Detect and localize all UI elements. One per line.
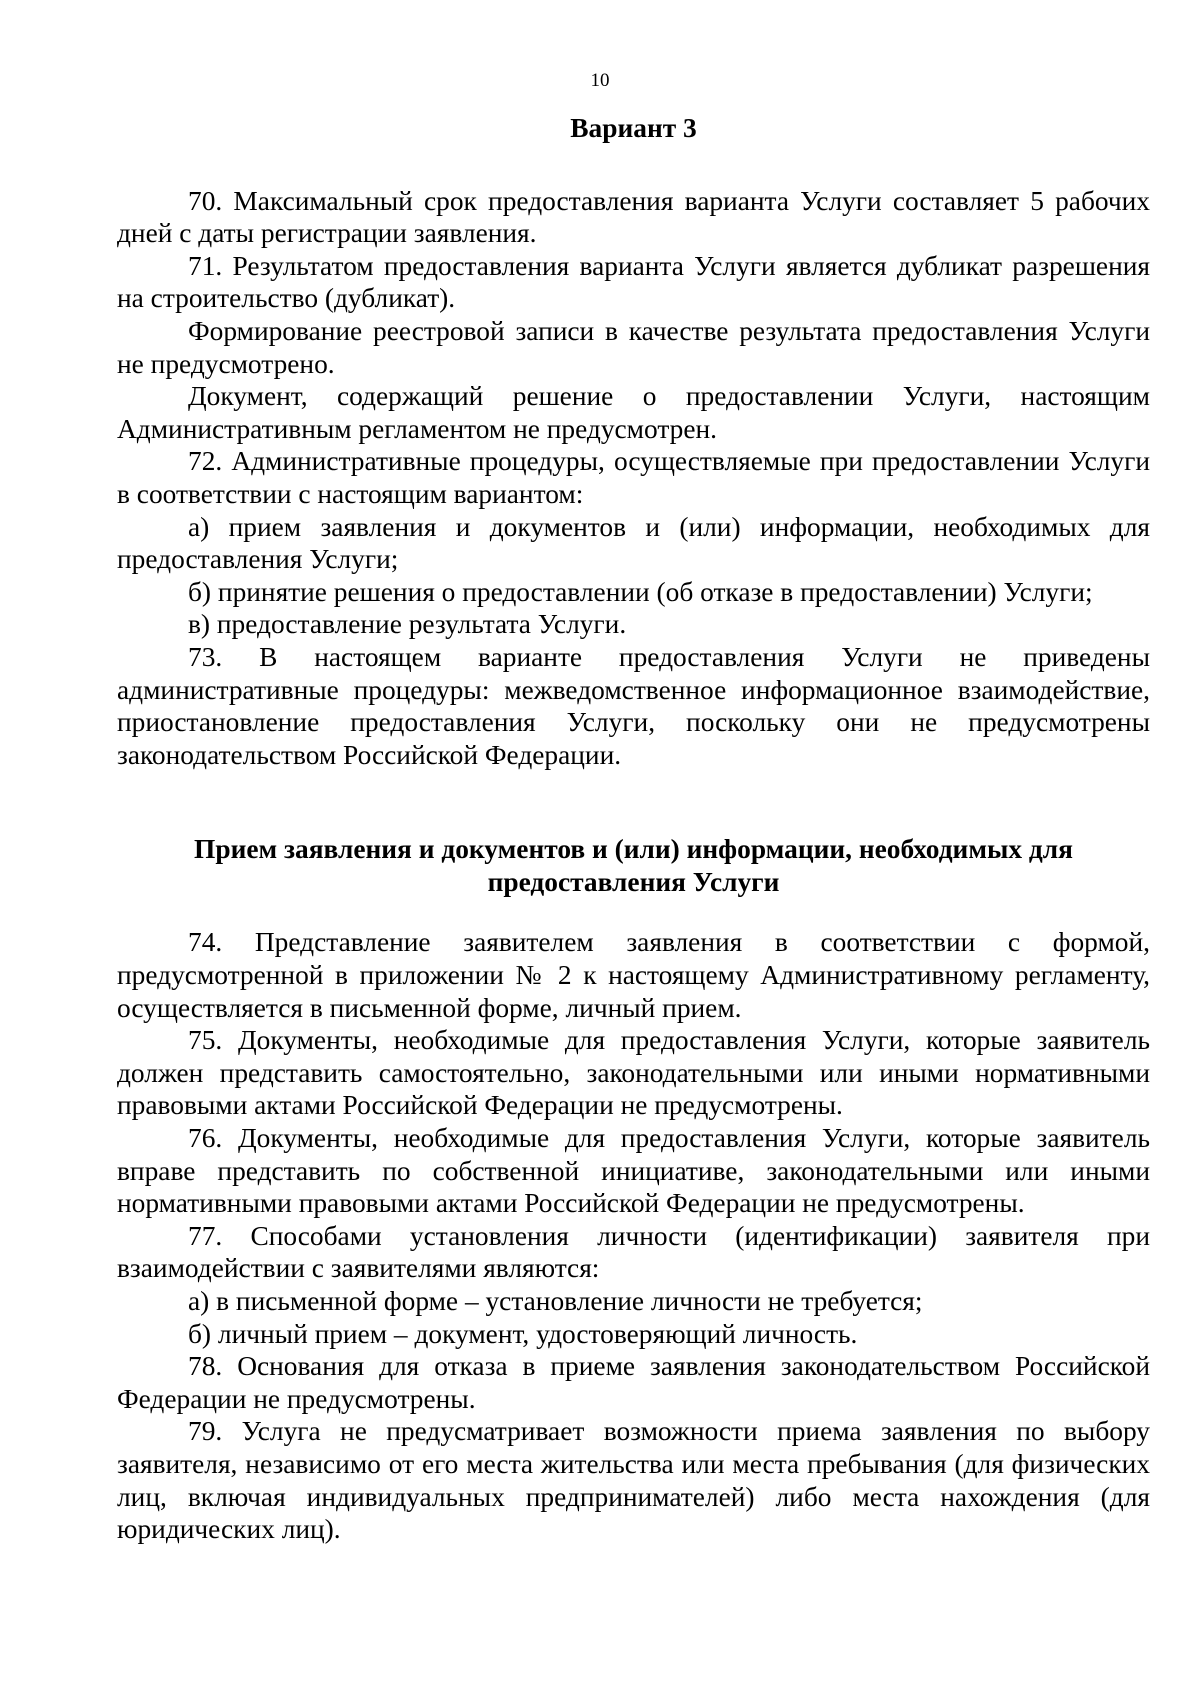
paragraph-77-b: б) личный прием – документ, удостоверяющий личность.	[188, 1318, 858, 1349]
variant-heading: Вариант 3	[570, 113, 697, 143]
paragraph-78: 78. Основания для отказа в приеме заявления законодательством Российской Федерации не предусмотрены.	[117, 1351, 1150, 1414]
paragraph-73: 73. В настоящем варианте предоставления Услуги не приведены административные процедуры: межведомственное информационное взаимодействие, приостановление предоставления Услуги, поскольку они не предусмотрены законодательством Российской Федерации.	[117, 641, 1150, 770]
paragraph-72-c: в) предоставление результата Услуги.	[188, 609, 627, 640]
section-heading	[117, 833, 1150, 898]
paragraph-76: 76. Документы, необходимые для предоставления Услуги, которые заявитель вправе представить по собственной инициативе, законодательными или иными нормативными правовыми актами Российской Федерации не предусмотрены.	[117, 1123, 1150, 1219]
paragraph-74: 74. Представление заявителем заявления в соответствии с формой, предусмотренной в приложении № 2 к настоящему Административному регламенту, осуществляется в письменной форме, личный прием.	[117, 927, 1150, 1023]
paragraph-group-1	[117, 185, 1150, 772]
paragraph-77-a: а) в письменной форме – установление личности не требуется;	[188, 1286, 923, 1316]
paragraph-70: 70. Максимальный срок предоставления варианта Услуги составляет 5 рабочих дней с даты регистрации заявления.	[117, 185, 1150, 249]
paragraph-72: 72. Административные процедуры, осуществляемые при предоставлении Услуги в соответствии с настоящим вариантом:	[117, 446, 1150, 509]
paragraph-71-registry: Формирование реестровой записи в качестве результата предоставления Услуги не предусмотрено.	[117, 315, 1150, 379]
section-heading-line-1: Прием заявления и документов и (или) информации, необходимых для	[194, 834, 1073, 865]
section-heading-line-2: предоставления Услуги	[487, 866, 780, 897]
paragraph-79: 79. Услуга не предусматривает возможности приема заявления по выбору заявителя, независимо от его места жительства или места пребывания (для физических лиц, включая индивидуальных предпринимателей) либо места нахождения (для юридических лиц).	[117, 1416, 1150, 1545]
paragraph-group-2	[117, 926, 1150, 1545]
paragraph-72-a: а) прием заявления и документов и (или) информации, необходимых для предоставления Услуги;	[117, 511, 1150, 575]
paragraph-75: 75. Документы, необходимые для предоставления Услуги, которые заявитель должен представить самостоятельно, законодательными или иными нормативными правовыми актами Российской Федерации не предусмотрены.	[117, 1025, 1150, 1121]
paragraph-71: 71. Результатом предоставления варианта Услуги является дубликат разрешения на строительство (дубликат).	[117, 250, 1150, 314]
document-body	[117, 112, 1150, 1546]
paragraph-77: 77. Способами установления личности (идентификации) заявителя при взаимодействии с заявителями являются:	[117, 1220, 1150, 1284]
paragraph-71-document: Документ, содержащий решение о предоставлении Услуги, настоящим Административным регламентом не предусмотрен.	[117, 381, 1150, 444]
page-number: 10	[590, 70, 610, 91]
paragraph-72-b: б) принятие решения о предоставлении (об отказе в предоставлении) Услуги;	[188, 576, 1093, 607]
